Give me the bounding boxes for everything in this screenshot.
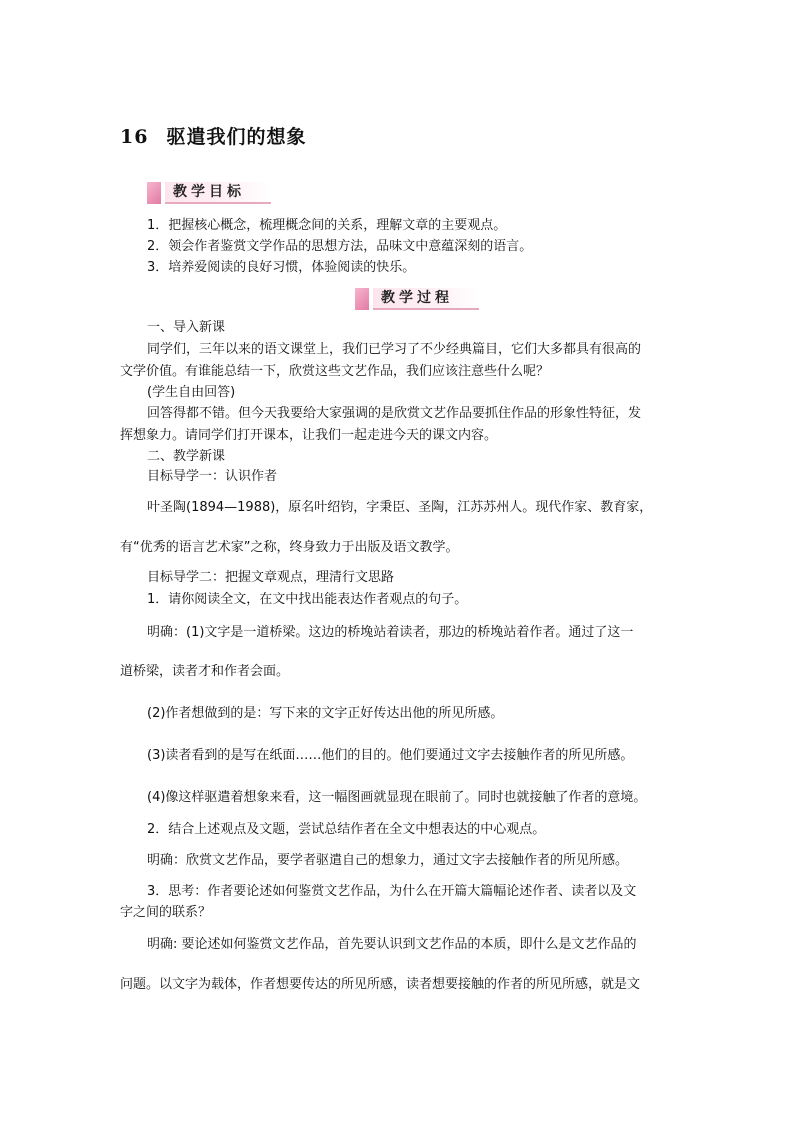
lesson-title [120, 122, 306, 149]
paragraph-line: 回答得都不错。但今天我要给大家强调的是欣赏文艺作品要抓住作品的形象性特征，发 [147, 406, 642, 421]
paragraph-line: (2)作者想做到的是：写下来的文字正好传达出他的所见所感。 [147, 706, 504, 721]
paragraph-line: 有“优秀的语言艺术家”之称，终身致力于出版及语文教学。 [120, 540, 459, 555]
section-banner-goals [147, 180, 271, 206]
paragraph-line: (3)读者看到的是写在纸面……他们的目的。他们要通过文字去接触作者的所见所感。 [147, 748, 634, 763]
paragraph-line: 明确：(1)文字是一道桥梁。这边的桥堍站着读者，那边的桥堍站着作者。通过了这一 [147, 625, 634, 640]
section-banner-process [355, 286, 479, 312]
question-line: 3．思考：作者要论述如何鉴赏文艺作品，为什么在开篇大篇幅论述作者、读者以及文 [147, 884, 637, 899]
paragraph-line: 同学们，三年以来的语文课堂上，我们已学习了不少经典篇目，它们大多都具有很高的 [147, 342, 642, 357]
lesson-title-text: 驱遣我们的想象 [166, 126, 307, 148]
lesson-number: 16 [120, 126, 149, 148]
paragraph-line: 叶圣陶(1894—1988)，原名叶绍钧，字秉臣、圣陶，江苏苏州人。现代作家、教育家， [147, 500, 653, 515]
question-line: 2．结合上述观点及文题，尝试总结作者在全文中想表达的中心观点。 [147, 822, 546, 837]
goal-line-3: 3．培养爱阅读的良好习惯，体验阅读的快乐。 [147, 260, 416, 275]
section-label-process: 教学过程 [373, 288, 479, 310]
goal-guide-1: 目标导学一：认识作者 [147, 469, 278, 484]
question-line: 1．请你阅读全文，在文中找出能表达作者观点的句子。 [147, 592, 468, 607]
section-label-goals: 教学目标 [165, 182, 271, 204]
goal-line-1: 1．把握核心概念，梳理概念间的关系，理解文章的主要观点。 [147, 218, 507, 233]
paragraph-line: 道桥梁，读者才和作者会面。 [120, 664, 290, 679]
ribbon-flag-icon [355, 288, 369, 310]
paragraph-line: 问题。以文字为载体，作者想要传达的所见所感，读者想要接触的作者的所见所感，就是文 [120, 977, 641, 992]
paragraph-line: (4)像这样驱遣着想象来看，这一幅图画就显现在眼前了。同时也就接触了作者的意境。 [147, 790, 647, 805]
goal-guide-2: 目标导学二：把握文章观点，理清行文思路 [147, 570, 395, 585]
paragraph-line: 挥想象力。请同学们打开课本，让我们一起走进今天的课文内容。 [120, 428, 498, 443]
paragraph-line: 文学价值。有谁能总结一下，欣赏这些文艺作品，我们应该注意些什么呢？ [120, 364, 550, 379]
goal-line-2: 2．领会作者鉴赏文学作品的思想方法，品味文中意蕴深刻的语言。 [147, 239, 533, 254]
paragraph-line: 明确：欣赏文艺作品，要学者驱遣自己的想象力，通过文字去接触作者的所见所感。 [147, 853, 629, 868]
paragraph-line: 字之间的联系？ [120, 905, 212, 920]
heading-new-lesson: 二、教学新课 [147, 449, 226, 464]
paragraph-line: 明确: 要论述如何鉴赏文艺作品，首先要认识到文艺作品的本质，即什么是文艺作品的 [147, 937, 637, 952]
paragraph-line: (学生自由回答) [147, 385, 236, 400]
ribbon-flag-icon [147, 182, 161, 204]
heading-intro: 一、导入新课 [147, 320, 226, 335]
